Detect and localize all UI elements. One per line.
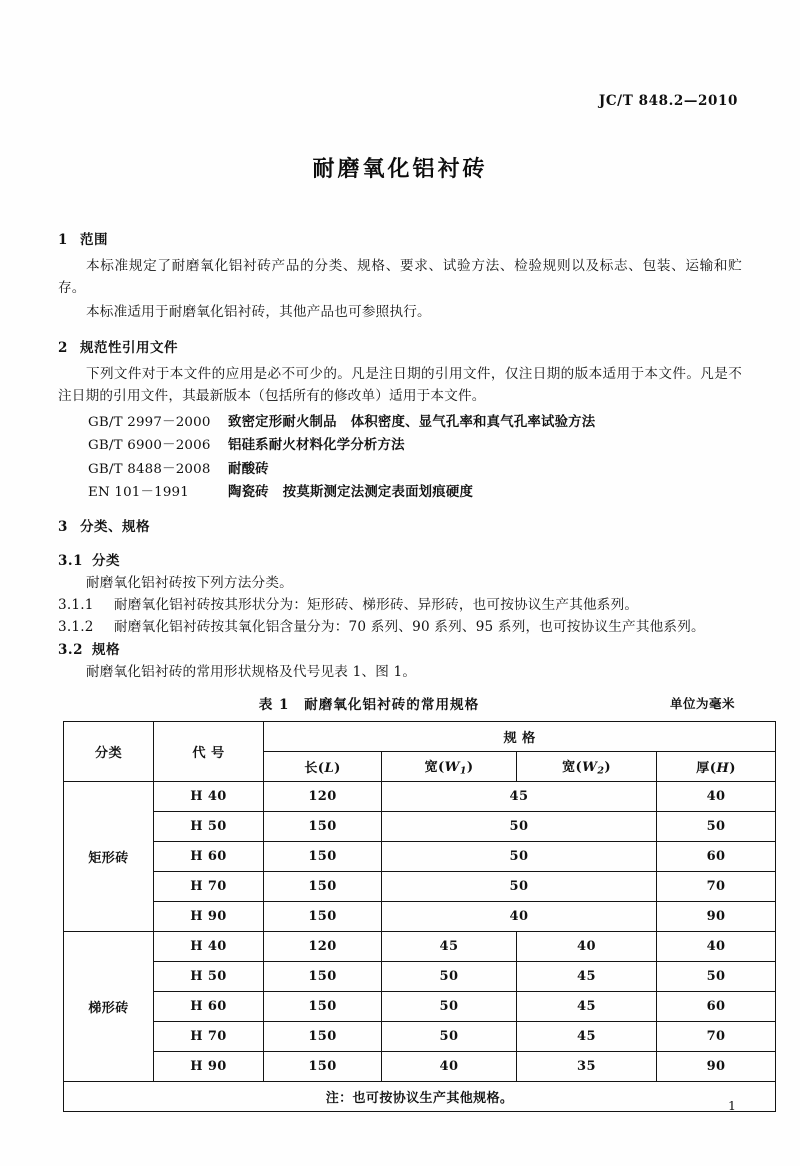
cell-code: H 40	[154, 782, 264, 812]
cell-code: H 90	[154, 1052, 264, 1082]
cell-width1: 40	[382, 1052, 517, 1082]
cell-code: H 70	[154, 872, 264, 902]
cell-thickness: 50	[657, 812, 776, 842]
clause-number: 3.1.1	[58, 597, 94, 614]
normative-references-list	[58, 411, 742, 504]
section-number-1: 1	[58, 232, 68, 248]
subsection-heading-classification	[58, 549, 742, 569]
cell-thickness: 60	[657, 842, 776, 872]
cell-thickness: 40	[657, 782, 776, 812]
table-row	[64, 992, 776, 1022]
reference-subtitle	[405, 437, 419, 453]
section-heading-3	[58, 515, 742, 535]
header-code: 代 号	[154, 722, 264, 782]
table-row	[64, 872, 776, 902]
cell-thickness: 70	[657, 1022, 776, 1052]
cell-code: H 50	[154, 962, 264, 992]
row-category-rect: 矩形砖	[64, 782, 154, 932]
cell-width2: 40	[517, 932, 657, 962]
table-row	[64, 812, 776, 842]
table-row	[64, 932, 776, 962]
cell-width-merged: 50	[382, 872, 657, 902]
cell-code: H 70	[154, 1022, 264, 1052]
reference-title: 陶瓷砖	[228, 483, 269, 500]
specification-table	[63, 721, 776, 1112]
reference-subtitle: 体积密度、显气孔率和真气孔率试验方法	[350, 414, 596, 431]
table-head	[64, 722, 776, 782]
table-caption: 表 1 耐磨氧化铝衬砖的常用规格	[258, 697, 480, 713]
clause-text: 耐磨氧化铝衬砖按其形状分为：矩形砖、梯形砖、异形砖，也可按协议生产其他系列。	[114, 597, 639, 614]
reference-item	[58, 411, 742, 434]
cell-width1: 45	[382, 932, 517, 962]
section-title-3: 分类、规格	[80, 519, 150, 536]
standard-code-header: JC/T 848.2—2010	[598, 93, 738, 109]
subsection-heading-specification	[58, 638, 742, 658]
table-header-row-group	[64, 722, 776, 752]
cell-width-merged: 50	[382, 812, 657, 842]
reference-code: EN 101－1991	[88, 484, 189, 500]
specification-table-area	[63, 693, 735, 1112]
table-row	[64, 1052, 776, 1082]
clause-number: 3.1.2	[58, 619, 94, 636]
section-title-1: 范围	[80, 232, 108, 248]
reference-item	[58, 481, 742, 504]
subsection-title-specification: 规格	[92, 642, 120, 659]
table-units-label: 单位为毫米	[669, 696, 735, 711]
reference-title: 致密定形耐火制品	[228, 414, 337, 431]
cell-length: 150	[264, 842, 382, 872]
table-row	[64, 1022, 776, 1052]
header-length: 长(L)	[264, 752, 382, 782]
cell-width-merged: 45	[382, 782, 657, 812]
cell-thickness: 70	[657, 872, 776, 902]
cell-length: 150	[264, 812, 382, 842]
cell-length: 150	[264, 1052, 382, 1082]
cell-length: 150	[264, 962, 382, 992]
cell-width1: 50	[382, 992, 517, 1022]
header-category: 分类	[64, 722, 154, 782]
section-number-3: 3	[58, 519, 68, 536]
cell-thickness: 40	[657, 932, 776, 962]
table-body	[64, 782, 776, 1112]
reference-code: GB/T 6900－2006	[88, 438, 211, 454]
document-body	[58, 228, 742, 683]
cell-code: H 60	[154, 992, 264, 1022]
reference-item	[58, 434, 742, 457]
section-number-2: 2	[58, 340, 68, 357]
table-note: 注：也可按协议生产其他规格。	[64, 1082, 776, 1112]
classification-intro: 耐磨氧化铝衬砖按下列方法分类。	[86, 575, 293, 592]
section-1-paragraph-2: 本标准适用于耐磨氧化铝衬砖，其他产品也可参照执行。	[86, 304, 431, 321]
header-thickness: 厚(H)	[657, 752, 776, 782]
section-2-paragraph-1: 下列文件对于本文件的应用是必不可少的。凡是注日期的引用文件，仅注日期的版本适用于本文件。凡是不注日期的引用文件，其最新版本（包括所有的修改单）适用于本文件。	[58, 366, 742, 405]
table-caption-row	[63, 693, 735, 717]
header-width2: 宽$(W_2)$	[517, 752, 657, 782]
cell-width2: 45	[517, 962, 657, 992]
clause-3-1-1	[58, 594, 742, 616]
cell-width2: 35	[517, 1052, 657, 1082]
cell-thickness: 50	[657, 962, 776, 992]
reference-subtitle	[269, 461, 283, 477]
subsection-title-classification: 分类	[92, 553, 120, 570]
cell-length: 150	[264, 872, 382, 902]
section-heading-1	[58, 228, 742, 248]
cell-code: H 50	[154, 812, 264, 842]
clause-text: 耐磨氧化铝衬砖按其氧化铝含量分为：70 系列、90 系列、95 系列，也可按协议生产其他系列。	[114, 619, 705, 636]
cell-code: H 40	[154, 932, 264, 962]
header-spec-group: 规 格	[264, 722, 776, 752]
clause-3-1-2	[58, 616, 742, 638]
cell-thickness: 90	[657, 902, 776, 932]
section-heading-2	[58, 336, 742, 356]
subsection-number-classification: 3.1	[58, 553, 83, 570]
reference-code: GB/T 2997－2000	[88, 415, 211, 431]
cell-width-merged: 40	[382, 902, 657, 932]
cell-length: 120	[264, 782, 382, 812]
header-width1: 宽$(W_1)$	[382, 752, 517, 782]
cell-width2: 45	[517, 1022, 657, 1052]
section-title-2: 规范性引用文件	[80, 340, 178, 357]
cell-length: 150	[264, 992, 382, 1022]
table-note-row	[64, 1082, 776, 1112]
table-row	[64, 902, 776, 932]
cell-length: 150	[264, 1022, 382, 1052]
reference-subtitle: 按莫斯测定法测定表面划痕硬度	[282, 483, 474, 500]
cell-width1: 50	[382, 1022, 517, 1052]
cell-code: H 60	[154, 842, 264, 872]
reference-item	[58, 458, 742, 481]
table-row	[64, 842, 776, 872]
page-number: 1	[728, 1098, 736, 1113]
section-1-paragraph-1: 本标准规定了耐磨氧化铝衬砖产品的分类、规格、要求、试验方法、检验规则以及标志、包装、运输和贮存。	[58, 258, 742, 297]
specification-intro: 耐磨氧化铝衬砖的常用形状规格及代号见表 1、图 1。	[86, 664, 417, 681]
cell-length: 120	[264, 932, 382, 962]
cell-width1: 50	[382, 962, 517, 992]
cell-width2: 45	[517, 992, 657, 1022]
row-category-trap: 梯形砖	[64, 932, 154, 1082]
reference-code: GB/T 8488－2008	[88, 461, 211, 477]
cell-thickness: 90	[657, 1052, 776, 1082]
cell-thickness: 60	[657, 992, 776, 1022]
reference-title: 耐酸砖	[228, 460, 269, 477]
subsection-number-specification: 3.2	[58, 642, 83, 659]
cell-width-merged: 50	[382, 842, 657, 872]
table-row	[64, 962, 776, 992]
document-title: 耐磨氧化铝衬砖	[312, 156, 488, 182]
cell-length: 150	[264, 902, 382, 932]
table-row	[64, 782, 776, 812]
cell-code: H 90	[154, 902, 264, 932]
reference-title: 铝硅系耐火材料化学分析方法	[228, 437, 405, 454]
